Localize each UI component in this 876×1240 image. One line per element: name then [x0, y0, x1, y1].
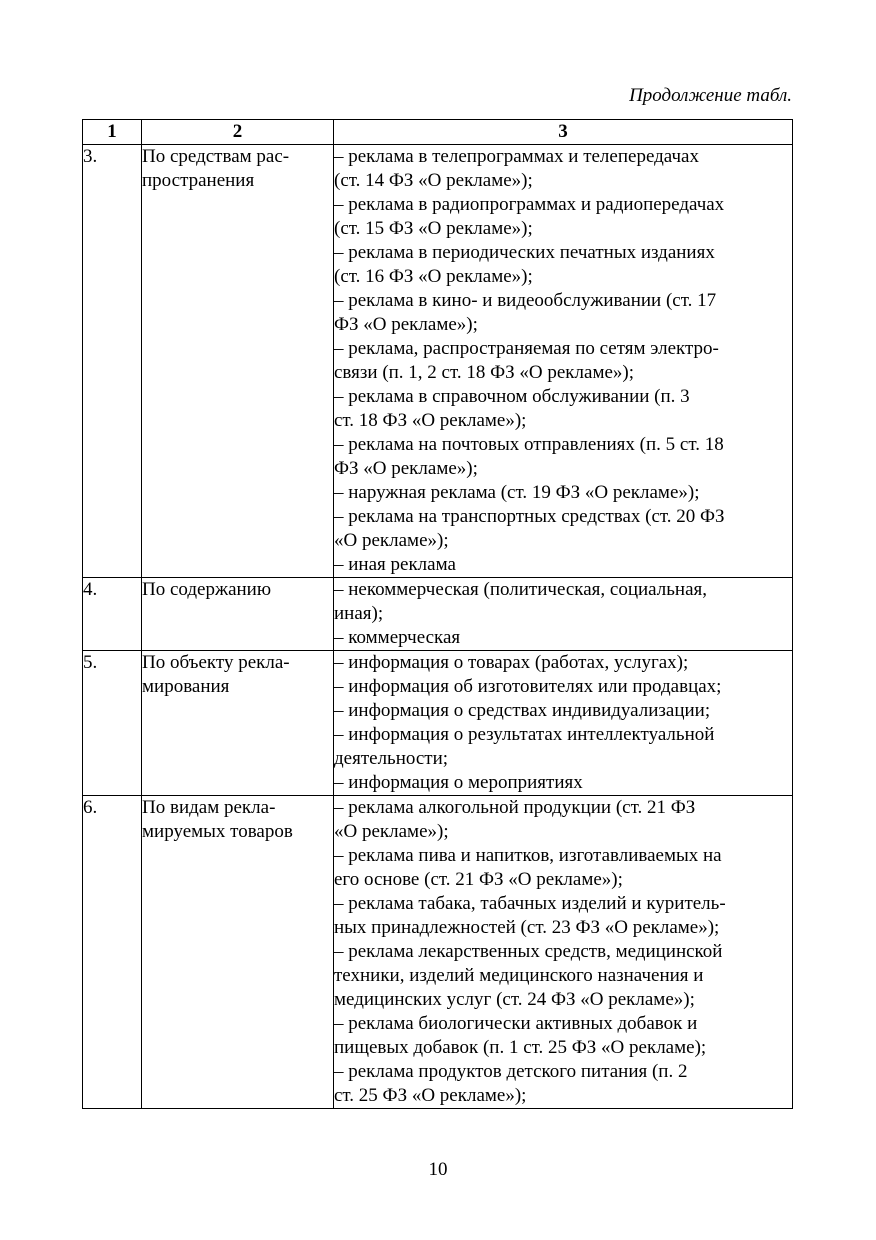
item-line: «О рекламе»); [334, 821, 449, 842]
column-header-2: 2 [142, 120, 334, 145]
item-line: ФЗ «О рекламе»); [334, 458, 478, 479]
item-line: – информация о товарах (работах, услугах); [334, 652, 689, 673]
item-line: – реклама в справочном обслуживании (п. 3 [334, 386, 690, 407]
item-line: – реклама в телепрограммах и телепередачах [334, 146, 699, 167]
item-line: – иная реклама [334, 554, 456, 575]
item-line: ст. 18 ФЗ «О рекламе»); [334, 410, 527, 431]
items-cell [334, 578, 793, 651]
column-header-3: 3 [334, 120, 793, 145]
criterion-line: мируемых товаров [142, 821, 293, 842]
item-line: – информация об изготовителях или продавцах; [334, 676, 722, 697]
item-line: техники, изделий медицинского назначения и [334, 965, 704, 986]
row-number: 5. [83, 651, 142, 796]
item-line: – реклама продуктов детского питания (п. 2 [334, 1061, 688, 1082]
item-line: – информация о результатах интеллектуальной [334, 724, 715, 745]
item-line: его основе (ст. 21 ФЗ «О рекламе»); [334, 869, 623, 890]
table-row [83, 145, 793, 578]
item-line: (ст. 16 ФЗ «О рекламе»); [334, 266, 533, 287]
item-line: – реклама в периодических печатных изданиях [334, 242, 715, 263]
item-line: ст. 25 ФЗ «О рекламе»); [334, 1085, 527, 1106]
criterion-cell [142, 578, 334, 651]
criterion-line: По видам рекла- [142, 797, 276, 818]
item-line: – реклама пива и напитков, изготавливаемых на [334, 845, 722, 866]
item-line: деятельности; [334, 748, 449, 769]
item-line: «О рекламе»); [334, 530, 449, 551]
item-line: – реклама в радиопрограммах и радиопередачах [334, 194, 725, 215]
item-line: иная); [334, 603, 384, 624]
criterion-line: По содержанию [142, 579, 272, 600]
item-line: – наружная реклама (ст. 19 ФЗ «О рекламе»); [334, 482, 700, 503]
items-cell [334, 651, 793, 796]
table-body [83, 145, 793, 1109]
item-line: – информация о мероприятиях [334, 772, 583, 793]
items-cell [334, 145, 793, 578]
table-header-row [83, 120, 793, 145]
item-line: (ст. 15 ФЗ «О рекламе»); [334, 218, 533, 239]
item-line: – реклама на почтовых отправлениях (п. 5 ст. 18 [334, 434, 724, 455]
table-row [83, 651, 793, 796]
item-line: – реклама, распространяемая по сетям электро- [334, 338, 719, 359]
row-number: 4. [83, 578, 142, 651]
page-number: 10 [428, 1159, 448, 1180]
classification-table [82, 119, 793, 1109]
item-line: – реклама табака, табачных изделий и куритель- [334, 893, 726, 914]
criterion-line: мирования [142, 676, 230, 697]
items-cell [334, 796, 793, 1109]
item-line: – информация о средствах индивидуализации; [334, 700, 711, 721]
row-number: 6. [83, 796, 142, 1109]
column-header-1: 1 [83, 120, 142, 145]
table-row [83, 578, 793, 651]
item-line: (ст. 14 ФЗ «О рекламе»); [334, 170, 533, 191]
item-line: – коммерческая [334, 627, 461, 648]
table-row [83, 796, 793, 1109]
criterion-line: пространения [142, 170, 255, 191]
criterion-cell [142, 145, 334, 578]
item-line: – реклама в кино- и видеообслуживании (ст. 17 [334, 290, 717, 311]
item-line: ных принадлежностей (ст. 23 ФЗ «О рекламе»); [334, 917, 720, 938]
item-line: – некоммерческая (политическая, социальная, [334, 579, 708, 600]
item-line: – реклама лекарственных средств, медицинской [334, 941, 723, 962]
item-line: – реклама биологически активных добавок и [334, 1013, 698, 1034]
criterion-cell [142, 651, 334, 796]
continuation-label: Продолжение табл. [629, 85, 792, 106]
criterion-line: По средствам рас- [142, 146, 290, 167]
item-line: пищевых добавок (п. 1 ст. 25 ФЗ «О рекламе); [334, 1037, 707, 1058]
row-number: 3. [83, 145, 142, 578]
item-line: связи (п. 1, 2 ст. 18 ФЗ «О рекламе»); [334, 362, 635, 383]
criterion-cell [142, 796, 334, 1109]
item-line: – реклама на транспортных средствах (ст. 20 ФЗ [334, 506, 725, 527]
item-line: медицинских услуг (ст. 24 ФЗ «О рекламе»); [334, 989, 695, 1010]
criterion-line: По объекту рекла- [142, 652, 290, 673]
item-line: – реклама алкогольной продукции (ст. 21 ФЗ [334, 797, 696, 818]
item-line: ФЗ «О рекламе»); [334, 314, 478, 335]
